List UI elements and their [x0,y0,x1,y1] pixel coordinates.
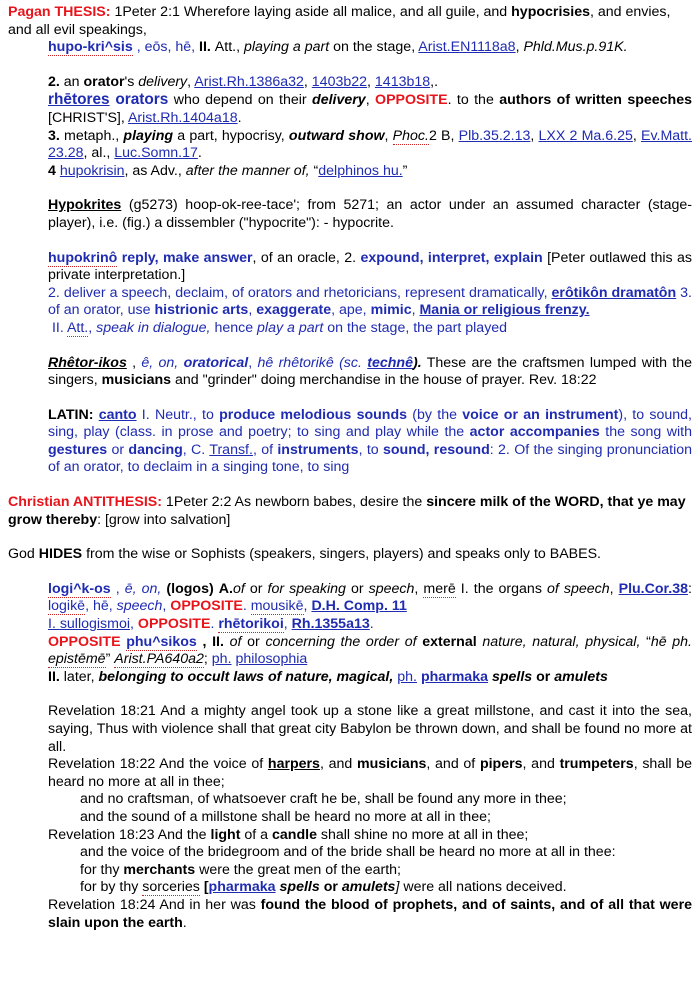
pagan-thesis-label: Pagan THESIS: [8,4,111,20]
hupokrino-term: hupokrinô [48,249,118,266]
ref-link[interactable]: ph. [211,651,232,668]
sense-4: 4 hupokrisin, as Adv., after the manner of, “delphinos hu.” [48,162,408,179]
section-rhetorikos: Rhêtor-ikos , ê, on, oratorical, hê rhêtorikê (sc. technê). These are the craftsmen lumped with the singers, musicians and "grinder" doing merchandise in the house of prayer. Rev. 18:22 [48,354,692,389]
ref-link[interactable]: Arist.EN1118a8 [418,39,516,56]
ref-link[interactable]: Ev.Matt. 23.28 [48,127,692,162]
ref-link[interactable]: Luc.Somn.17 [114,145,198,162]
ref-link[interactable]: LXX 2 Ma.6.25 [538,127,633,144]
section-logikos: logi^k-os , ē, on, (logos) A.of or for speaking or speech, merē I. the organs of speech, Plu.Cor.38: logikē, hē, speech, OPPOSITE. mousikē, D.H. Comp. 11 I. sullogismoi, OPPOSITE. rhētorikoi, Rh.1355a13. OPPOSITE phu^sikos , II. of or concerning the order of external nature, natural, physical, “hē ph. epistēmē” Arist.PA640a2; ph. philosophia II. later, belonging to occult laws of nature, magical, ph. pharmaka spells or amulets [48,580,692,685]
section-christian-antithesis: Christian ANTITHESIS: 1Peter 2:2 As newborn babes, desire the sincere milk of the WORD, that ye may grow thereby: [grow into salvation] [8,494,686,528]
ref-link[interactable]: Arist.Rh.1386a32 [194,73,304,90]
thesis-line: Pagan THESIS: 1Peter 2:1 Wherefore laying aside all malice, and all guile, and hypocrisies, and envies, and all evil speakings, [8,4,671,38]
ref-link[interactable]: Arist.Rh.1404a18 [127,109,238,126]
latin-label: LATIN: [48,406,99,423]
hypokrites-term: Hypokrites [48,197,122,214]
section-hupokrino: hupokrinô reply, make answer, of an oracle, 2. expound, interpret, explain [Peter outlawed this as private interpretation.] 2. deliver a speech, declaim, of orators and rhetoricians, represent dramatically, erôtikôn dramatôn 3. of an orator, use histrionic arts, exaggerate, ape, mimic, Mania or religious frenzy. II. Att., speak in dialogue, hence play a part on the stage, the part played [48,249,692,336]
ref-link[interactable]: hupokrisin [59,162,125,179]
sense-3: 3. metaph., playing a part, hypocrisy, outward show, Phoc.2 B, Plb.35.2.13, LXX 2 Ma.6.25, Ev.Matt. 23.28, al., Luc.Somn.17. [48,127,692,162]
ref-link[interactable]: 1403b22 [311,73,368,90]
section-pagan-thesis [8,4,692,57]
section-revelation: Revelation 18:21 And a mighty angel took up a stone like a great millstone, and cast it into the sea, saying, Thus with violence shall that great city Babylon be thrown down, and shall be found no more at all. Revelation 18:22 And the voice of harpers, and musicians, and of pipers, and trumpeters, shall be heard no more at all in thee; and no craftsman, of whatsoever craft he be, shall be found any more in thee; and the sound of a millstone shall be heard no more at all in thee; Revelation 18:23 And the light of a candle shall shine no more at all in thee; and the voice of the bridegroom and of the bride shall be heard no more at all in thee: for thy merchants were the great men of the earth; for by thy sorceries [pharmaka spells or amulets] were all nations deceived. Revelation 18:24 And in her was found the blood of prophets, and of saints, and of all that were slain upon the earth. [48,703,692,931]
rhetores-term[interactable]: rhētores [48,91,110,109]
rev-18-23: Revelation 18:23 And the light of a candle shall shine no more at all in thee; [48,826,529,843]
section-god-hides: God HIDES from the wise or Sophists (speakers, singers, players) and speaks only to BABES. [8,546,601,563]
sense-2: 2. an orator's delivery, Arist.Rh.1386a32, 1403b22, 1413b18,. rhētores orators who depend on their delivery, OPPOSITE. to the authors of written speeches [CHRIST'S], Arist.Rh.1404a18. [48,73,692,126]
ref-link[interactable]: D.H. Comp. 11 [311,598,407,615]
rhetorikos-term: Rhêtor-ikos [48,354,127,371]
ref-link[interactable]: pharmaka [208,879,276,896]
ref-link[interactable]: Plb.35.2.13 [458,127,531,144]
ref-link[interactable]: pharmaka [420,668,488,685]
ref-link[interactable]: philosophia [235,651,308,668]
christian-antithesis-label: Christian ANTITHESIS: [8,494,162,511]
ref-link[interactable]: 1413b18 [374,73,431,90]
rev-18-24: Revelation 18:24 And in her was found the blood of prophets, and of saints, and of all that were slain upon the earth. [48,896,692,931]
hupokrisis-term: hupo-kri^sis [48,39,133,56]
rev-18-22: Revelation 18:22 And the voice of harpers, and musicians, and of pipers, and trumpeters, shall be heard no more at all in thee; [48,756,692,790]
ref-link[interactable]: delphinos hu. [318,162,403,179]
hupokrisis-def: hupo-kri^sis , eōs, hē, II. Att., playing a part on the stage, Arist.EN1118a8, Phld.Mus.p.91K. [48,39,628,56]
section-latin: LATIN: canto I. Neutr., to produce melodious sounds (by the voice or an instrument), to sound, sing, play (class. in prose and poetry; to sing and play while the actor accompanies the song with gestures or dancing, C. Transf., of instruments, to sound, resound: 2. Of the singing pronunciation of an orator, to declaim in a singing tone, to sing [48,406,692,476]
opposite-label: OPPOSITE [375,92,448,109]
ref-link[interactable]: Plu.Cor.38 [618,580,688,597]
logikos-term: logi^k-os [48,580,111,597]
section-senses [8,74,692,181]
ref-link[interactable]: Rh.1355a13 [291,616,370,633]
section-hypokrites: Hypokrites (g5273) hoop-ok-ree-tace'; from 5271; an actor under an assumed character (stage-player), i.e. (fig.) a dissembler ("hypocrite"): - hypocrite. [48,197,692,231]
rev-18-21: Revelation 18:21 And a mighty angel took up a stone like a great millstone, and cast it into the sea, saying, Thus with violence shall that great city Babylon be thrown down, and shall be found no more at all. [48,703,692,755]
ref-link[interactable]: ph. [397,668,417,685]
